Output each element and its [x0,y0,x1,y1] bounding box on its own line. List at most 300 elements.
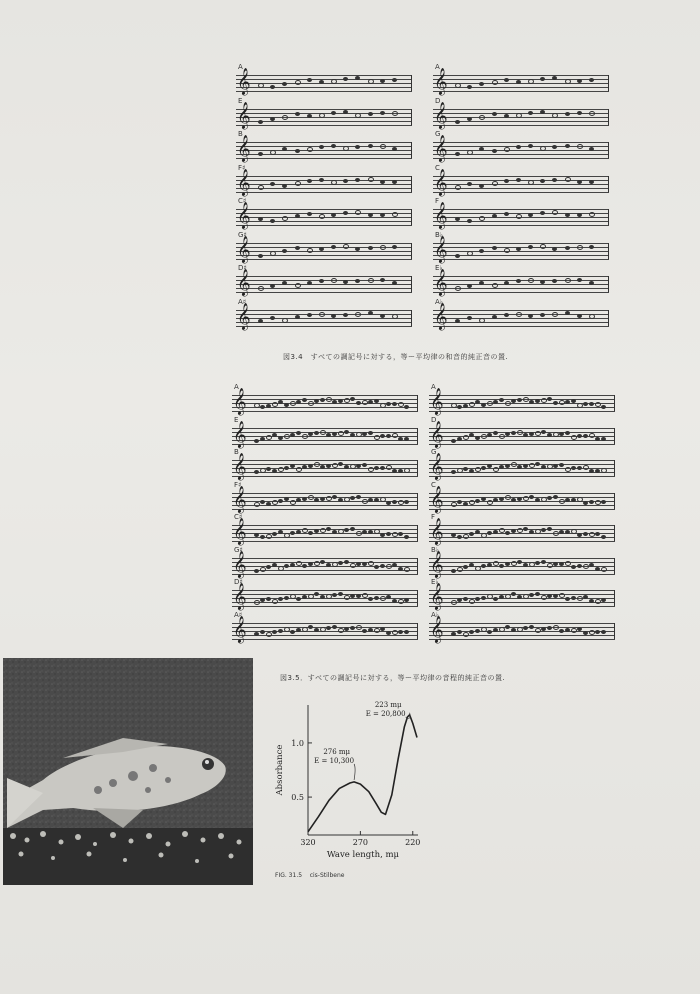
note-head [541,430,546,434]
staff [433,264,609,296]
note-head [541,627,546,631]
note-head [380,533,385,537]
note-head [392,245,397,249]
treble-clef-icon: 𝄞 [430,486,444,513]
note-head [380,278,385,282]
note-head [565,431,570,435]
absorbance-curve [308,715,417,832]
treble-clef-icon: 𝄞 [430,389,444,415]
staff-key-label: A [238,63,243,71]
note-head [296,597,301,601]
x-axis-label: Wave length, mμ [326,850,400,860]
note-head [302,564,307,568]
note-head [577,466,582,470]
note-head [487,630,492,634]
barline [614,558,615,574]
note-head [343,77,348,81]
staff-line [232,493,418,494]
note-head [547,527,552,531]
note-head [475,436,480,440]
note-head [523,626,528,630]
staff-line [433,326,609,327]
note-head [553,464,558,468]
treble-clef-icon: 𝄞 [430,584,444,610]
note-head [505,464,510,468]
staff-line [236,284,412,285]
note-head [338,561,343,565]
note-head [386,501,391,505]
note-head [254,533,259,537]
staff-line [232,562,418,563]
note-head [320,560,325,564]
note-head [547,626,552,630]
note-head [516,279,521,283]
note-head [282,115,288,120]
staff-line [236,79,412,80]
barline [608,310,609,326]
staff-line [236,251,412,252]
note-head [463,597,468,601]
note-head [601,437,606,441]
note-head [398,532,403,536]
note-head [463,467,468,471]
note-head [601,405,606,409]
staff [236,197,412,229]
barline [411,75,412,91]
note-head [284,596,289,600]
note-head [552,279,557,283]
note-head [553,495,558,499]
treble-clef-icon: 𝄞 [237,102,251,129]
chart-labels [275,701,420,860]
note-head [254,470,259,474]
staff-line [236,310,412,311]
note-head [553,401,558,405]
note-head [516,214,522,219]
note-head [547,496,552,500]
note-head [595,532,600,536]
note-head [475,597,480,601]
note-head [270,316,275,320]
note-head [528,245,533,249]
note-head [350,626,355,630]
note-head [451,600,457,605]
note-head [331,79,337,84]
staff-line [232,623,418,624]
note-head [331,144,336,148]
treble-clef-icon: 𝄞 [237,236,251,263]
staff-key-label: E♭ [431,578,439,586]
staff-line [433,225,609,226]
note-head [356,495,361,499]
staff-key-label: B♭ [431,545,440,554]
staff-line [433,284,609,285]
note-head [258,286,264,291]
note-head [355,210,361,215]
note-head [368,597,373,601]
note-head [350,397,355,401]
note-head [577,434,582,438]
treble-clef-icon: 𝄞 [430,551,444,578]
note-head [282,318,288,323]
note-head [467,219,472,223]
note-head [380,564,385,568]
staff-line [236,142,412,143]
note-head [320,398,325,402]
note-head [332,432,337,436]
note-head [451,632,456,636]
note-head [535,561,540,565]
note-head [392,402,397,406]
note-head [392,180,397,184]
note-head [270,219,275,223]
note-head [392,314,398,319]
note-head [295,315,300,319]
note-head [290,531,295,535]
note-head [344,430,349,434]
note-head [540,244,546,249]
staff [236,230,412,263]
staff-line [429,444,615,445]
staff-line [236,192,412,193]
note-head [547,433,552,437]
staff-line [429,525,615,526]
note-head [307,78,312,82]
barline [608,109,609,125]
staff-line [429,623,615,624]
note-head [368,530,373,534]
note-head [258,319,263,323]
note-head [577,213,582,217]
note-head [368,561,374,566]
note-head [290,563,295,567]
note-head [343,179,348,183]
staff-line [232,525,418,526]
note-head [455,120,460,124]
staff-line [236,326,412,327]
note-head [528,180,534,185]
staff-key-label: C [431,480,436,489]
barline [608,176,609,192]
note-head [380,213,385,217]
staff-line [433,292,609,293]
note-head [535,498,540,502]
note-head [319,247,324,251]
note-head [457,535,462,539]
note-head [258,120,263,124]
note-head [479,184,484,188]
note-head [319,113,325,118]
note-head [266,565,271,569]
note-head [368,498,373,502]
note-head [319,80,324,84]
barline [614,525,615,541]
note-head [332,625,337,629]
note-head [314,498,319,502]
note-head [493,400,498,404]
note-head [528,144,533,148]
staff-line [232,476,418,477]
staff-line [429,635,615,636]
note-head [492,80,498,85]
note-head [595,469,600,473]
barline [411,109,412,125]
note-head [583,402,588,406]
fig315-number: FIG. 31.5 [275,872,303,879]
staff [232,545,418,578]
y-tick-label: 0.5 [291,793,304,803]
note-head [540,179,545,183]
staff-line [232,558,418,559]
staff-line [429,411,615,412]
staff-line [232,635,418,636]
staff-line [236,91,412,92]
note-head [481,466,486,470]
staff-key-label: F♯ [238,163,246,172]
note-head [295,181,301,186]
note-head [326,626,331,630]
note-head [307,248,313,253]
note-head [343,110,348,114]
note-head [475,499,480,503]
note-head [355,312,361,317]
note-head [499,564,504,568]
chart-series [308,715,417,832]
note-head [319,279,324,283]
staff-line [429,460,615,461]
treble-clef-icon: 𝄞 [233,486,247,513]
note-head [583,501,588,505]
note-head [487,433,492,437]
note-head [493,431,498,435]
note-head [404,567,410,572]
note-head [260,405,265,409]
note-head [314,431,319,435]
treble-clef-icon: 𝄞 [430,454,444,480]
treble-clef-icon: 𝄞 [233,551,247,578]
staff-key-label: G [435,130,441,138]
note-head [368,400,373,404]
note-head [451,569,456,573]
note-head [601,535,606,539]
note-head [455,217,460,221]
staff [236,63,412,95]
note-head [380,434,385,438]
staff-line [236,180,412,181]
note-head [559,562,564,566]
staff-line [236,318,412,319]
barline [411,209,412,225]
note-head [469,532,474,536]
note-head [565,311,570,315]
note-head [380,144,386,149]
staff-line [236,109,412,110]
note-head [492,283,498,288]
staff-line [429,395,615,396]
note-head [589,469,594,473]
note-head [528,213,533,217]
treble-clef-icon: 𝄞 [434,102,448,129]
barline [411,276,412,292]
note-head [374,399,379,403]
note-head [565,246,570,250]
peak-extinction-label: E = 20,800 [365,710,406,718]
note-head [467,85,472,89]
note-head [266,404,271,408]
note-head [356,401,361,405]
staff [232,578,418,610]
note-head [571,565,576,569]
staff [429,545,615,578]
treble-clef-icon: 𝄞 [233,454,247,480]
note-head [552,247,557,251]
x-tick-label: 270 [352,838,369,847]
note-head [272,402,278,407]
note-head [528,314,533,318]
treble-clef-icon: 𝄞 [233,584,247,610]
note-head [457,630,462,634]
staff [429,610,615,643]
fig35-caption: 図3.5．すべての調記号に対する，等ー平均律の音程的純正音の置. [280,674,506,682]
note-head [523,563,528,567]
note-head [499,398,504,402]
note-head [362,562,367,566]
staff-key-label: G♯ [238,230,247,239]
note-head [571,399,576,403]
treble-clef-icon: 𝄞 [434,136,448,162]
staff-line [232,541,418,542]
treble-clef-icon: 𝄞 [237,270,251,296]
note-head [535,592,540,596]
staff-line [236,75,412,76]
barline [614,460,615,476]
staff-line [429,562,615,563]
staff-line [429,509,615,510]
note-head [571,596,576,600]
staff [236,297,412,330]
note-head [553,625,559,630]
note-head [481,403,486,407]
note-head [272,433,277,437]
note-head [343,313,348,317]
staff-line [236,259,412,260]
note-head [332,495,337,499]
note-head [374,466,379,470]
staff-key-label: A♯ [234,610,243,619]
note-head [467,284,472,288]
staff-line [236,125,412,126]
note-head [565,400,570,404]
note-head [577,144,583,149]
note-head [479,82,484,86]
note-head [529,593,534,597]
note-head [493,498,498,502]
note-head [404,535,409,539]
note-head [260,500,265,504]
staff [236,96,412,129]
peak-wavelength-label: 223 mμ [374,701,402,709]
note-head [278,629,283,633]
note-head [355,113,361,118]
note-head [386,402,391,406]
note-head [583,465,589,470]
barline [411,142,412,158]
staff [433,163,609,196]
staff-line [232,399,418,400]
staff [433,130,609,162]
note-head [589,599,594,603]
note-head [308,531,313,535]
staff-line [232,606,418,607]
treble-clef-icon: 𝄞 [434,203,448,229]
staff-line [433,79,609,80]
note-head [529,400,534,404]
note-head [362,463,367,467]
note-head [362,432,367,436]
note-head [511,592,516,596]
barline [614,623,615,639]
note-head [516,113,522,118]
note-head [296,530,301,534]
note-head [469,433,474,437]
note-head [331,111,336,115]
note-head [492,214,497,218]
note-head [504,78,509,82]
note-head [332,593,337,597]
note-head [374,498,379,502]
note-head [559,463,564,467]
note-head [492,181,498,186]
note-head [589,314,595,319]
staff [232,610,418,643]
note-head [565,177,571,182]
staff-line [433,176,609,177]
staff-line [236,280,412,281]
staff-line [433,318,609,319]
fig315-caption [275,872,344,879]
note-head [278,436,283,440]
staff [433,96,609,129]
staff-line [236,276,412,277]
treble-clef-icon: 𝄞 [237,203,251,229]
note-head [511,431,516,435]
note-head [386,532,391,536]
note-head [571,529,577,534]
note-head [540,77,545,81]
note-head [492,149,497,153]
note-head [374,565,379,569]
staff-key-label: A♭ [431,610,440,619]
annotation-leader [354,764,355,780]
staff-line [433,251,609,252]
staff-line [433,180,609,181]
note-head [272,532,277,536]
note-head [270,182,275,186]
note-head [481,596,486,600]
note-head [296,431,301,435]
note-head [350,433,355,437]
barline [411,243,412,259]
staff-line [429,558,615,559]
note-head [516,178,521,182]
note-head [601,630,606,634]
staff-line [236,292,412,293]
note-head [467,182,472,186]
barline [417,558,418,574]
note-head [529,495,534,499]
staff-key-label: E♭ [435,264,443,272]
staff [429,578,615,610]
